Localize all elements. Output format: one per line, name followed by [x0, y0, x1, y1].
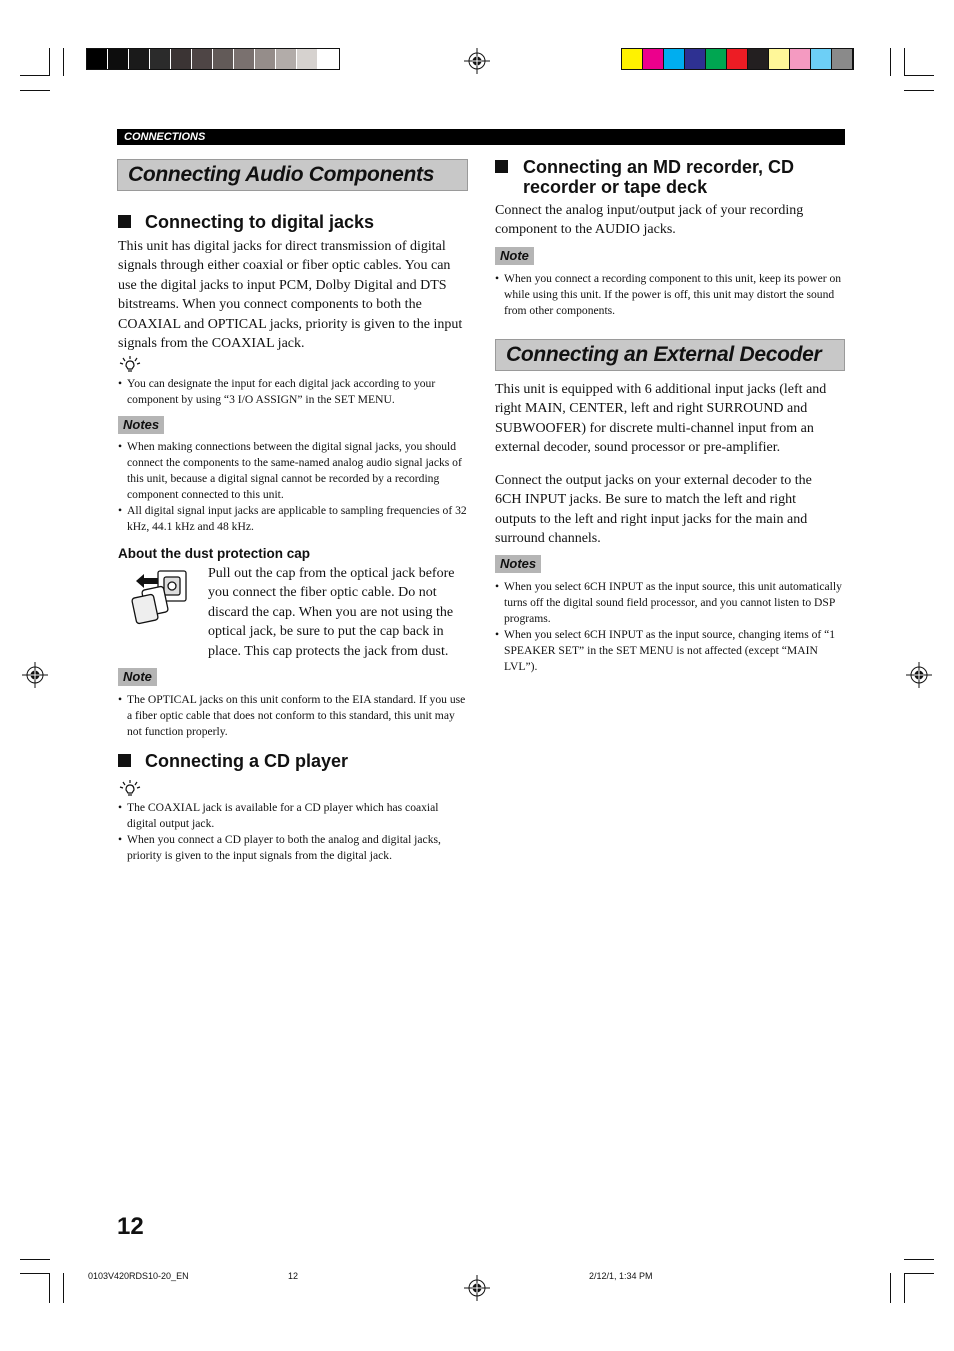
calibration-swatch: [790, 49, 811, 69]
decoder-body-2: Connect the output jacks on your external decoder to the 6CH INPUT jacks. Be sure to match the left and right outputs to the left and right input jacks for the main and surround channels.: [495, 473, 812, 547]
calibration-swatch: [234, 49, 255, 69]
heading-text: Connecting to digital jacks: [145, 212, 375, 232]
calibration-swatch: [108, 49, 129, 69]
cd-tips-list: [118, 800, 468, 864]
crop-mark: [20, 75, 50, 76]
md-notes-list: [495, 271, 843, 319]
page-number: 12: [117, 1213, 144, 1240]
calibration-swatch: [150, 49, 171, 69]
registration-target-icon: [22, 662, 48, 688]
heading-text: Connecting an MD recorder, CD recorder or tape deck: [523, 157, 795, 197]
crop-mark: [890, 48, 891, 76]
calibration-swatch: [748, 49, 769, 69]
crop-mark: [20, 1259, 50, 1260]
crop-mark: [63, 48, 64, 76]
square-bullet-icon: [495, 160, 508, 173]
crop-mark: [890, 1273, 891, 1303]
calibration-swatch: [213, 49, 234, 69]
square-bullet-icon: [118, 215, 131, 228]
calibration-swatch: [87, 49, 108, 69]
crop-mark: [20, 90, 50, 91]
note-label: Note: [495, 247, 534, 265]
grayscale-calibration-bar: [86, 48, 340, 70]
calibration-swatch: [685, 49, 706, 69]
crop-mark: [20, 1273, 50, 1274]
note-item: • When you connect a recording component to this unit, keep its power on while using this unit. If the power is off, this unit may distort the sound from other components.: [495, 271, 843, 319]
tip-item: • When you connect a CD player to both the analog and digital jacks, priority is given to the input signals from the digital jack.: [118, 832, 468, 864]
calibration-swatch: [255, 49, 276, 69]
footer-page: 12: [288, 1271, 299, 1281]
calibration-swatch: [664, 49, 685, 69]
md-recorder-heading: [495, 157, 863, 197]
note-item: • The OPTICAL jacks on this unit conform to the EIA standard. If you use a fiber optic cable that does not conform to this standard, this unit may not function properly.: [118, 692, 468, 740]
digital-jacks-heading: [118, 212, 374, 232]
registration-target-icon: [464, 1275, 490, 1301]
crop-mark: [904, 90, 934, 91]
registration-target-icon: [464, 48, 490, 74]
calibration-swatch: [769, 49, 790, 69]
crop-mark: [49, 48, 50, 76]
crop-mark: [904, 1259, 934, 1260]
color-calibration-bar: [621, 48, 854, 70]
footer-date: 2/12/1, 1:34 PM: [589, 1271, 653, 1281]
note-label: Note: [118, 668, 157, 686]
heading-text: Connecting a CD player: [145, 751, 349, 771]
page-title: Connecting Audio Components: [117, 159, 468, 191]
notes-label: Notes: [495, 555, 541, 573]
tip-item: • You can designate the input for each digital jack according to your component by using “3 I/O ASSIGN” in the SET MENU.: [118, 376, 468, 408]
calibration-swatch: [297, 49, 318, 69]
md-recorder-body: Connect the analog input/output jack of your recording component to the AUDIO jacks.: [495, 203, 804, 238]
note-item: • When you select 6CH INPUT as the input source, this unit automatically turns off the digital sound field processor, and you cannot listen to DSP programs.: [495, 579, 845, 627]
optical-jack-cap-illustration: [128, 568, 190, 630]
calibration-swatch: [727, 49, 748, 69]
crop-mark: [904, 1273, 905, 1303]
crop-mark: [904, 75, 934, 76]
digital-tip-list: [118, 376, 468, 408]
crop-mark: [63, 1273, 64, 1303]
lightbulb-tip-icon: [118, 355, 142, 373]
digital-notes-list: [118, 439, 468, 535]
tip-item: • The COAXIAL jack is available for a CD player which has coaxial digital output jack.: [118, 800, 468, 832]
digital-jacks-body: This unit has digital jacks for direct transmission of digital signals through either coaxial or fiber optic cables. You can use the digital jacks to input PCM, Dolby Digital and DTS bitstreams. When you connect components to both the COAXIAL and OPTICAL jacks, priority is given to the input signals from the COAXIAL jack.: [118, 239, 463, 352]
footer-filename: 0103V420RDS10-20_EN: [88, 1271, 189, 1281]
decoder-notes-list: [495, 579, 845, 675]
external-decoder-title: Connecting an External Decoder: [495, 339, 845, 371]
calibration-swatch: [192, 49, 213, 69]
note-item: • When you select 6CH INPUT as the input source, changing items of “1 SPEAKER SET” in the SET MENU is not affected (except “MAIN LVL”).: [495, 627, 845, 675]
cd-player-heading: [118, 751, 348, 771]
lightbulb-tip-icon: [118, 779, 142, 797]
calibration-swatch: [622, 49, 643, 69]
dust-cap-body: Pull out the cap from the optical jack before you connect the fiber optic cable. Do not discard the cap. When you are not using the optical jack, be sure to put the cap back in place. This cap protects the jack from dust.: [208, 566, 455, 659]
notes-label: Notes: [118, 416, 164, 434]
calibration-swatch: [318, 49, 339, 69]
calibration-swatch: [811, 49, 832, 69]
decoder-body-1: This unit is equipped with 6 additional input jacks (left and right MAIN, CENTER, left and right SURROUND and SUBWOOFER) for discrete multi-channel input from an external decoder, sound processor or pre-amplifier.: [495, 382, 827, 456]
crop-mark: [904, 48, 905, 76]
calibration-swatch: [643, 49, 664, 69]
note-item: • When making connections between the digital signal jacks, you should connect the components to the same-named analog audio signal jacks of this unit, because a digital signal cannot be recorded by a recording component connected to this unit.: [118, 439, 468, 503]
calibration-swatch: [171, 49, 192, 69]
square-bullet-icon: [118, 754, 131, 767]
crop-mark: [49, 1273, 50, 1303]
dust-notes-list: [118, 692, 468, 740]
registration-target-icon: [906, 662, 932, 688]
crop-mark: [904, 1273, 934, 1274]
note-item: • All digital signal input jacks are applicable to sampling frequencies of 32 kHz, 44.1 kHz and 48 kHz.: [118, 503, 468, 535]
calibration-swatch: [276, 49, 297, 69]
calibration-swatch: [832, 49, 853, 69]
dust-cap-heading: About the dust protection cap: [118, 546, 310, 561]
calibration-swatch: [129, 49, 150, 69]
calibration-swatch: [706, 49, 727, 69]
section-header-bar: CONNECTIONS: [117, 129, 845, 145]
